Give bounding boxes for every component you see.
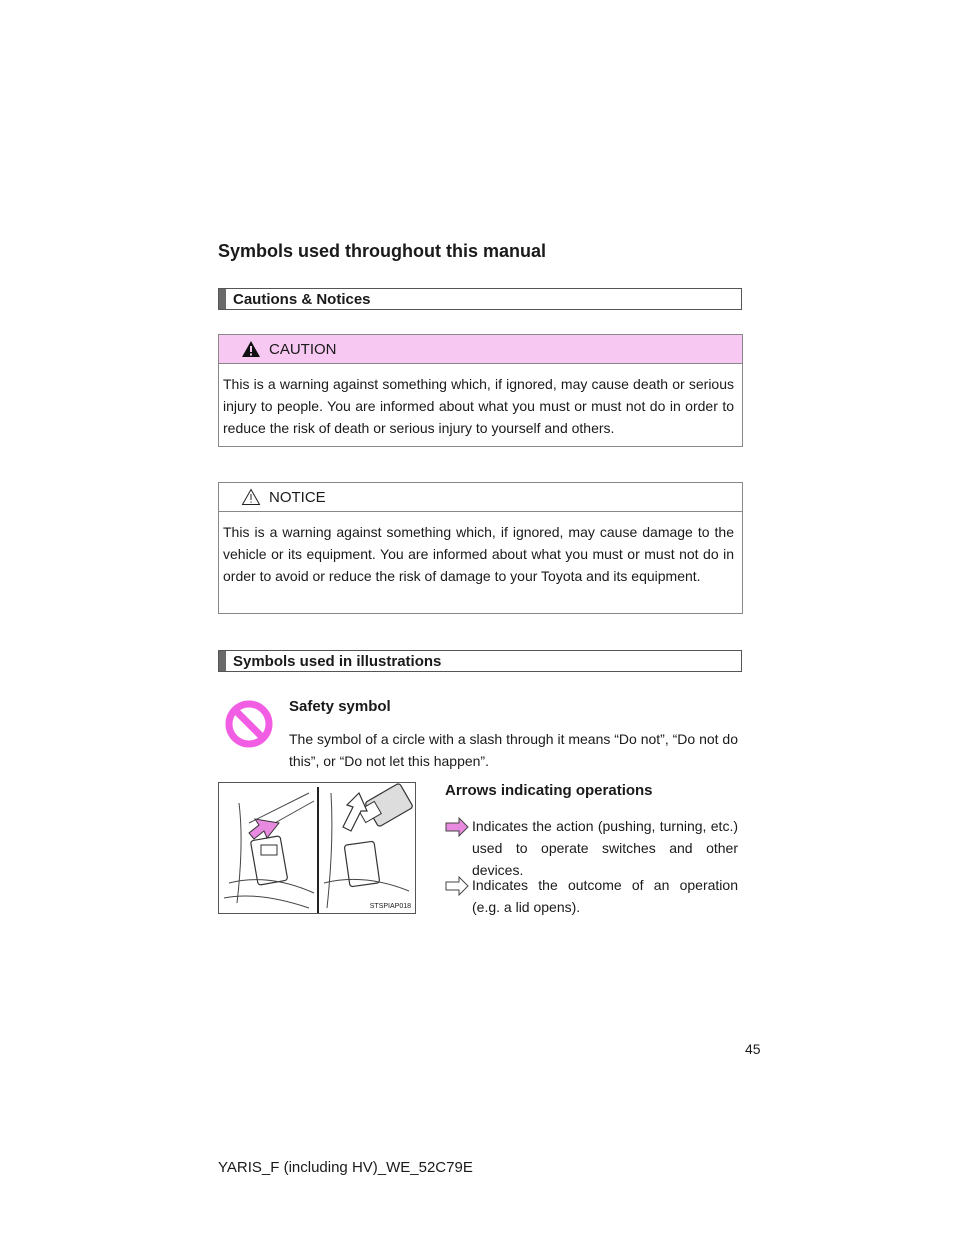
section-label: Symbols used in illustrations bbox=[233, 652, 442, 670]
seatbelt-illustration bbox=[218, 782, 416, 914]
safety-symbol-text: The symbol of a circle with a slash through it means “Do not”, “Do not do this”, or “Do not let this happen”. bbox=[289, 731, 738, 769]
warning-triangle-icon bbox=[241, 340, 261, 358]
safety-symbol-title: Safety symbol bbox=[289, 698, 391, 715]
caution-header bbox=[219, 335, 742, 364]
notice-heading: NOTICE bbox=[269, 488, 326, 506]
outcome-arrow-text: Indicates the outcome of an operation (e.g. a lid opens). bbox=[472, 877, 738, 915]
action-arrow-icon bbox=[445, 817, 469, 837]
warning-triangle-outline-icon bbox=[241, 488, 261, 506]
notice-body: This is a warning against something which, if ignored, may cause damage to the vehicle or its equipment. You are informed about what you must or must not do in order to avoid or reduce the risk of damage to your Toyota and its equipment. bbox=[223, 524, 734, 584]
caution-box bbox=[218, 334, 743, 447]
outcome-arrow-row bbox=[445, 874, 738, 918]
prohibition-icon bbox=[224, 699, 274, 749]
caution-body: This is a warning against something which, if ignored, may cause death or serious injury to people. You are informed about what you must or must not do in order to reduce the risk of death or serious injury to yourself and others. bbox=[223, 376, 734, 436]
action-arrow-row bbox=[445, 815, 738, 881]
seatbelt-drawing bbox=[219, 783, 416, 914]
caution-heading: CAUTION bbox=[269, 340, 337, 358]
outcome-arrow-icon bbox=[445, 876, 469, 896]
footer-doc-id: YARIS_F (including HV)_WE_52C79E bbox=[218, 1159, 473, 1176]
arrows-title: Arrows indicating operations bbox=[445, 782, 653, 799]
figure-caption: STSPIAP018 bbox=[369, 903, 411, 910]
section-tab bbox=[219, 289, 226, 309]
section-tab bbox=[219, 651, 226, 671]
section-label: Cautions & Notices bbox=[233, 290, 371, 308]
notice-header bbox=[219, 483, 742, 512]
action-arrow-text: Indicates the action (pushing, turning, etc.) used to operate switches and other devices. bbox=[472, 818, 738, 878]
page-number: 45 bbox=[745, 1041, 761, 1057]
notice-box bbox=[218, 482, 743, 614]
section-cautions-notices bbox=[218, 288, 742, 310]
page-title: Symbols used throughout this manual bbox=[218, 241, 547, 261]
section-illustrations bbox=[218, 650, 742, 672]
